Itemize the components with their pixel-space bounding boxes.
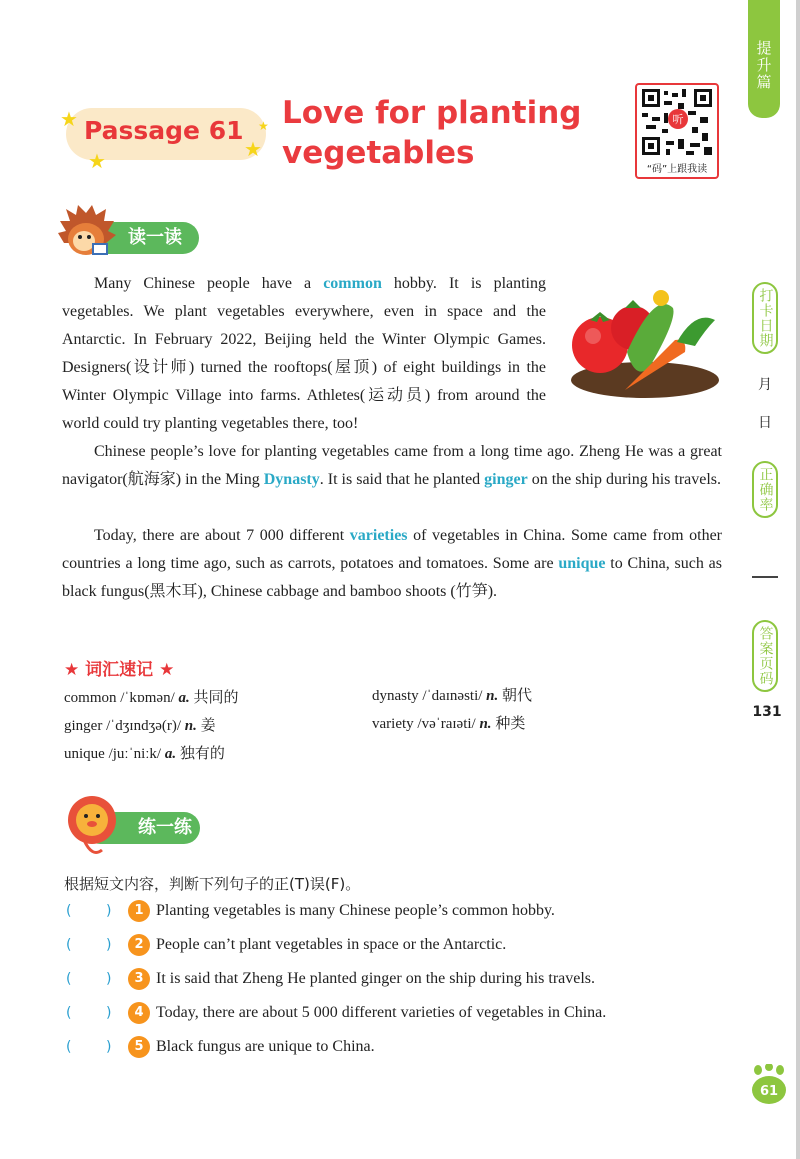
day-label: 日 (758, 415, 772, 431)
star-icon: ★ (60, 109, 78, 131)
question-text: Planting vegetables is many Chinese people’s common hobby. (156, 902, 555, 919)
lion-mascot-icon (62, 792, 122, 858)
workbook-page: 提升篇 打卡日期 月 日 正确率 答案页码 131 Passage 61 ★ ★ ★ ★ Love for planting vegetables 听 “码”上跟我读 读一读 Many Chinese people have a common hobby. It is planting vegetables. We plant vegetables everywhere, even in space and the Antarctic. In February 2022, Beijing held the Winter Olympic Games. Designers(设计师) turned the rooftops(屋顶) of eight buildings in the Winter Olympic Village into farms. Athletes(运动员) from around the world could try planting vegetables there, too! Chinese people’s love for planting vegetables came from a long time ago. Zheng He was a great navigator(航海家) in the Ming Dynasty. It is said that he planted ginger on the ship during his travels. Today, there are about 7 000 different varieties of vegetables in China. Some came from other countries a long time ago, such as carrots, potatoes and tomatoes. Some are unique to China, such as black fungus(黑木耳), Chinese cabbage and bamboo shoots (竹笋). ★ 词汇速记 ★ common /ˈkɒmən/ a. 共同的 dynasty /ˈdaɪnəsti/ n. 朝代 ginger /ˈdʒɪndʒə(r)/ n. 姜 variety /vəˈraɪəti/ n. 种类 unique /juːˈniːk/ a. 独有的 练一练 根据短文内容，判断下列句子的正(T)误(F)。 ( ) 1 Planting vegetables is many Chinese people’s common hobby. ( ) 2 People can’t plant vegetables in space or the Antarctic. ( ) 3 It is said that Zheng He planted ginger on the ship during his travels. ( ) 4 Today, there are about 5 000 different varieties of vegetables in China. ( ) 5 Black fungus are unique to China. 61 (0, 0, 800, 1159)
question-text: It is said that Zheng He planted ginger on the ship during his travels. (156, 970, 596, 987)
vocabulary-title: ★ 词汇速记 ★ (64, 660, 175, 680)
keyword: common (323, 275, 382, 292)
title-line-1: Love for planting (282, 95, 582, 131)
vocab-word: dynasty (372, 688, 419, 704)
passage-text: Chinese people’s love for planting vegetables came from a long time ago. Zheng He was a great navigator(航海家) in the Ming (62, 443, 722, 488)
keyword: Dynasty (263, 471, 320, 488)
passage-text: to China, such as black fungus(黑木耳), Chinese cabbage and bamboo shoots (竹笋). (62, 555, 722, 600)
level-tab (748, 0, 780, 118)
vocab-ipa: /juːˈniːk/ (108, 746, 162, 762)
passage-paragraph-1 (62, 270, 546, 438)
star-icon: ★ (258, 119, 269, 133)
passage-text: hobby. It is planting vegetables. We plant vegetables everywhere, even in space and the Antarctic. In February 2022, Beijing held the Winter Olympic Games. Designers(设计师) turned the rooftops(屋顶) of eight buildings in the Winter Olympic Village into farms. Athletes(运动员) from around the world could try planting vegetables there, too! (62, 275, 547, 432)
question-text: Black fungus are unique to China. (156, 1038, 375, 1055)
vocab-word: unique (64, 746, 105, 762)
passage-text: of vegetables in China. Some came from other countries a long time ago, such as carrots, potatoes and tomatoes. Some are (62, 527, 723, 572)
vocab-meaning: 种类 (495, 716, 526, 732)
keyword: varieties (349, 527, 408, 544)
accuracy-text: 正确率 (757, 467, 774, 512)
accuracy-label (752, 461, 778, 518)
question-number-badge: 5 (128, 1036, 150, 1058)
keyword: ginger (484, 471, 528, 488)
star-icon: ★ (244, 139, 262, 161)
vocab-meaning: 姜 (200, 718, 216, 734)
qr-badge-label: 听 (672, 113, 684, 126)
passage-paragraph-3 (62, 522, 722, 606)
answer-page-number: 131 (752, 704, 782, 720)
vocab-ipa: /ˈdaɪnəsti/ (422, 688, 483, 704)
vocab-pos: n. (486, 688, 499, 704)
vocab-pos: a. (164, 746, 177, 762)
checkin-date-label (752, 282, 778, 354)
keyword: unique (558, 555, 606, 572)
answer-page-text: 答案页码 (757, 626, 774, 686)
star-icon: ★ (88, 151, 106, 173)
vegetables-illustration (565, 280, 725, 400)
practice-instruction: 根据短文内容，判断下列句子的正(T)误(F)。 (64, 875, 361, 893)
vocab-word: variety (372, 716, 414, 732)
checkin-date-text: 打卡日期 (757, 288, 774, 348)
passage-text: on the ship during his travels. (527, 471, 722, 488)
passage-text: Today, there are about 7 000 different (94, 527, 350, 544)
question-text: Today, there are about 5 000 different varieties of vegetables in China. (156, 1004, 607, 1021)
qr-code[interactable] (635, 83, 719, 179)
vocab-entry (372, 714, 525, 734)
vocab-meaning: 独有的 (179, 746, 225, 762)
month-label: 月 (758, 377, 772, 393)
passage-paragraph-2 (62, 438, 722, 494)
answer-page-label (752, 620, 778, 692)
qr-code-icon (642, 89, 712, 155)
hedgehog-mascot-icon (56, 203, 118, 261)
level-tab-label: 提升篇 (754, 40, 773, 91)
vocab-word: ginger (64, 718, 103, 734)
passage-text: . It is said that he planted (319, 471, 485, 488)
vocab-meaning: 朝代 (502, 688, 533, 704)
vocab-entry (64, 716, 216, 736)
accuracy-blank-line (752, 576, 778, 578)
vocab-pos: n. (184, 718, 197, 734)
paw-page-number-icon (748, 1064, 790, 1106)
read-section-label: 读一读 (128, 227, 182, 248)
vocab-entry (372, 686, 532, 706)
practice-section-label: 练一练 (138, 817, 192, 838)
title-line-2: vegetables (282, 135, 475, 171)
question-number-badge: 2 (128, 934, 150, 956)
page-title (282, 93, 581, 173)
passage-text: Many Chinese people have a (94, 275, 324, 292)
vocab-word: common (64, 690, 117, 706)
qr-caption: “码”上跟我读 (646, 164, 708, 175)
page-edge (796, 0, 800, 1159)
question-number-badge: 1 (128, 900, 150, 922)
question-number-badge: 4 (128, 1002, 150, 1024)
passage-label: Passage 61 (84, 116, 244, 145)
vocab-entry (64, 688, 239, 708)
page-number: 61 (759, 1084, 779, 1099)
question-number-badge: 3 (128, 968, 150, 990)
vocab-meaning: 共同的 (193, 690, 239, 706)
vocab-pos: a. (178, 690, 190, 706)
vocab-ipa: /vəˈraɪəti/ (417, 716, 476, 732)
vocab-ipa: /ˈkɒmən/ (120, 690, 175, 706)
vocab-pos: n. (479, 716, 492, 732)
vocab-entry (64, 744, 225, 764)
vocab-ipa: /ˈdʒɪndʒə(r)/ (106, 718, 182, 734)
question-text: People can’t plant vegetables in space or the Antarctic. (156, 936, 507, 953)
